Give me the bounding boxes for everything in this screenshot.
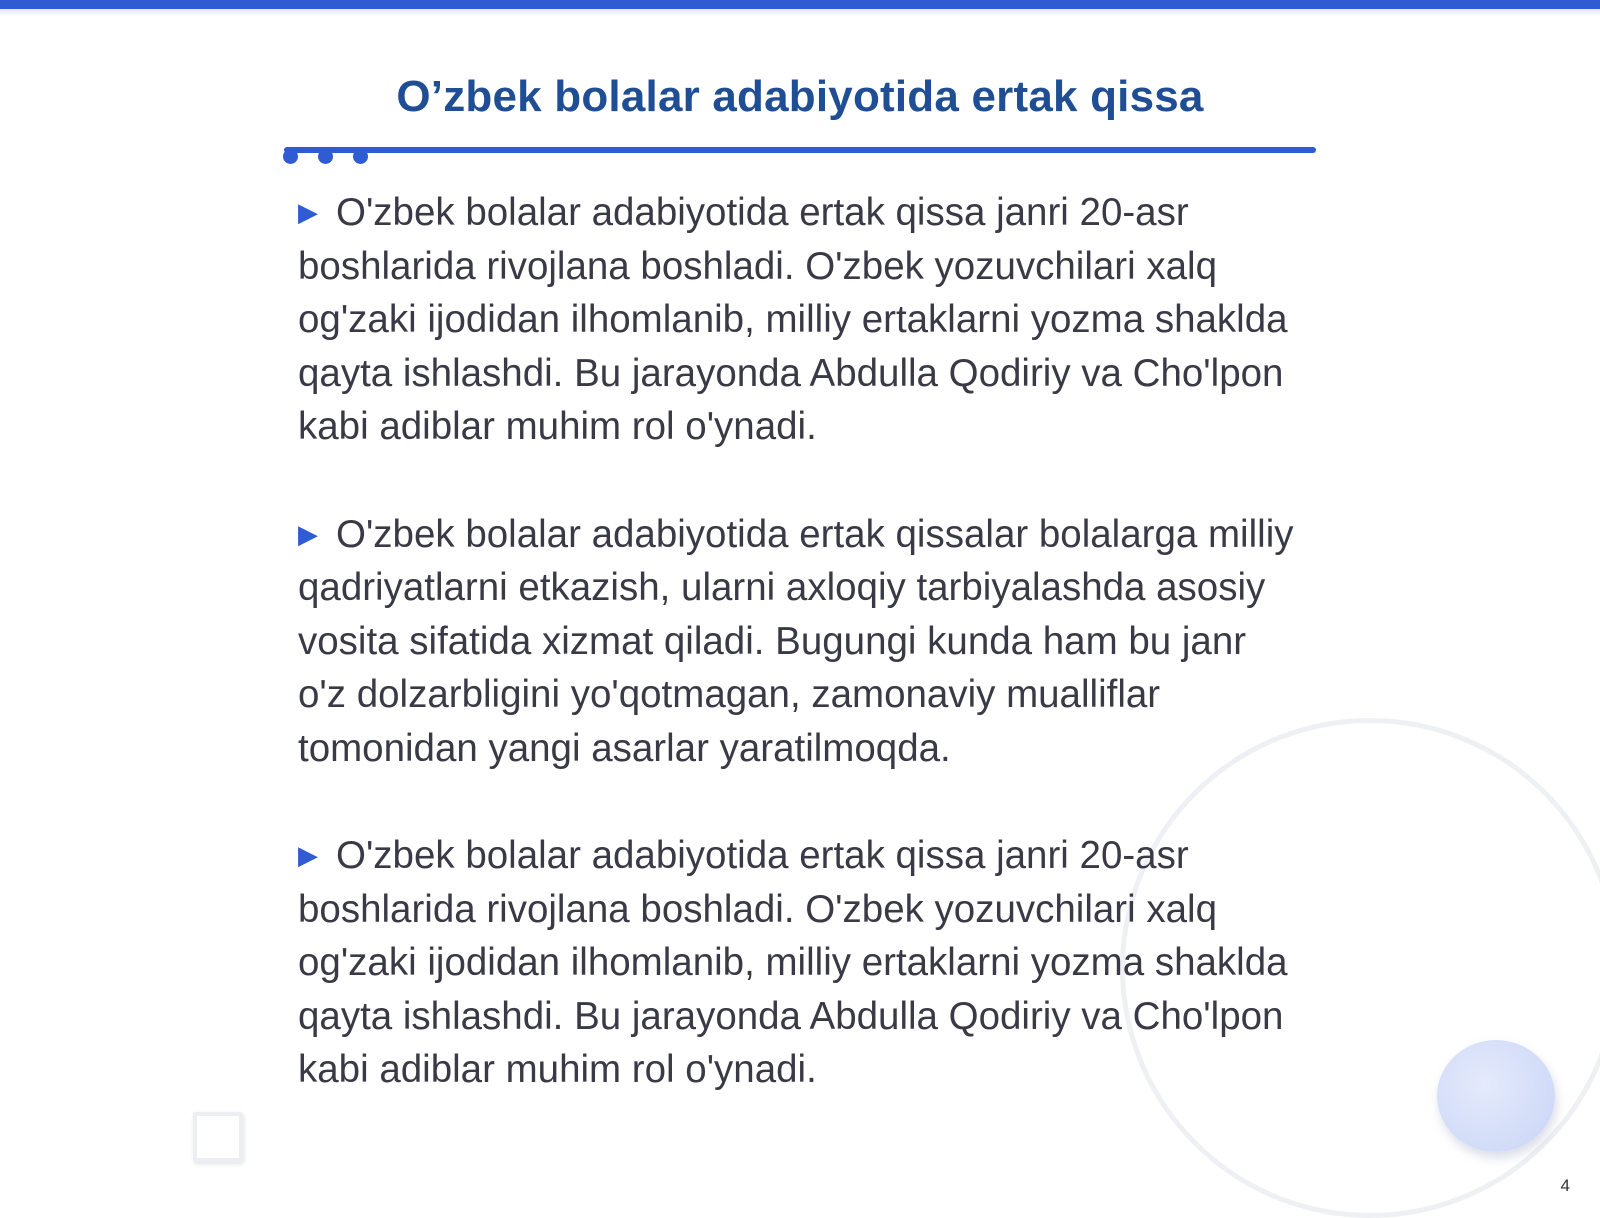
slide-body [298,186,1298,1151]
decorative-square-outline [193,1112,243,1162]
underline-dot [353,149,368,164]
triangle-right-icon: ▶ [298,197,318,227]
page-number: 4 [1560,1176,1570,1195]
paragraph-text: O'zbek bolalar adabiyotida ertak qissalar bolalarga milliy qadriyatlarni etkazish, ularni axloqiy tarbiyalashda asosiy vosita sifatida xizmat qiladi. Bugungi kunda ham bu janr o'z dolzarbligini yo'qotmagan, zamonaviy mualliflar tomonidan yangi asarlar yaratilmoqda. [298,512,1294,770]
paragraph-text: O'zbek bolalar adabiyotida ertak qissa janri 20-asr boshlarida rivojlana boshladi. O'zbek yozuvchilari xalq og'zaki ijodidan ilhomlanib, milliy ertaklarni yozma shaklda qayta ishlashdi. Bu jarayonda Abdulla Qodiriy va Cho'lpon kabi adiblar muhim rol o'ynadi. [298,191,1288,448]
bullet-paragraph-2 [298,508,1298,776]
top-accent-bar [0,0,1600,9]
underline-dot [283,149,298,164]
triangle-right-icon: ▶ [298,840,318,870]
title-underline [284,147,1316,153]
paragraph-text: O'zbek bolalar adabiyotida ertak qissa janri 20-asr boshlarida rivojlana boshladi. O'zbek yozuvchilari xalq og'zaki ijodidan ilhomlanib, milliy ertaklarni yozma shaklda qayta ishlashdi. Bu jarayonda Abdulla Qodiriy va Cho'lpon kabi adiblar muhim rol o'ynadi. [298,834,1288,1091]
bullet-paragraph-3 [298,829,1298,1097]
decorative-filled-circle [1437,1040,1555,1152]
underline-dot [318,149,333,164]
triangle-right-icon: ▶ [298,518,318,549]
top-accent-bar-shadow [0,9,1600,16]
bullet-paragraph-1 [298,186,1298,454]
slide-title: O’zbek bolalar adabiyotida ertak qissa [396,72,1204,121]
